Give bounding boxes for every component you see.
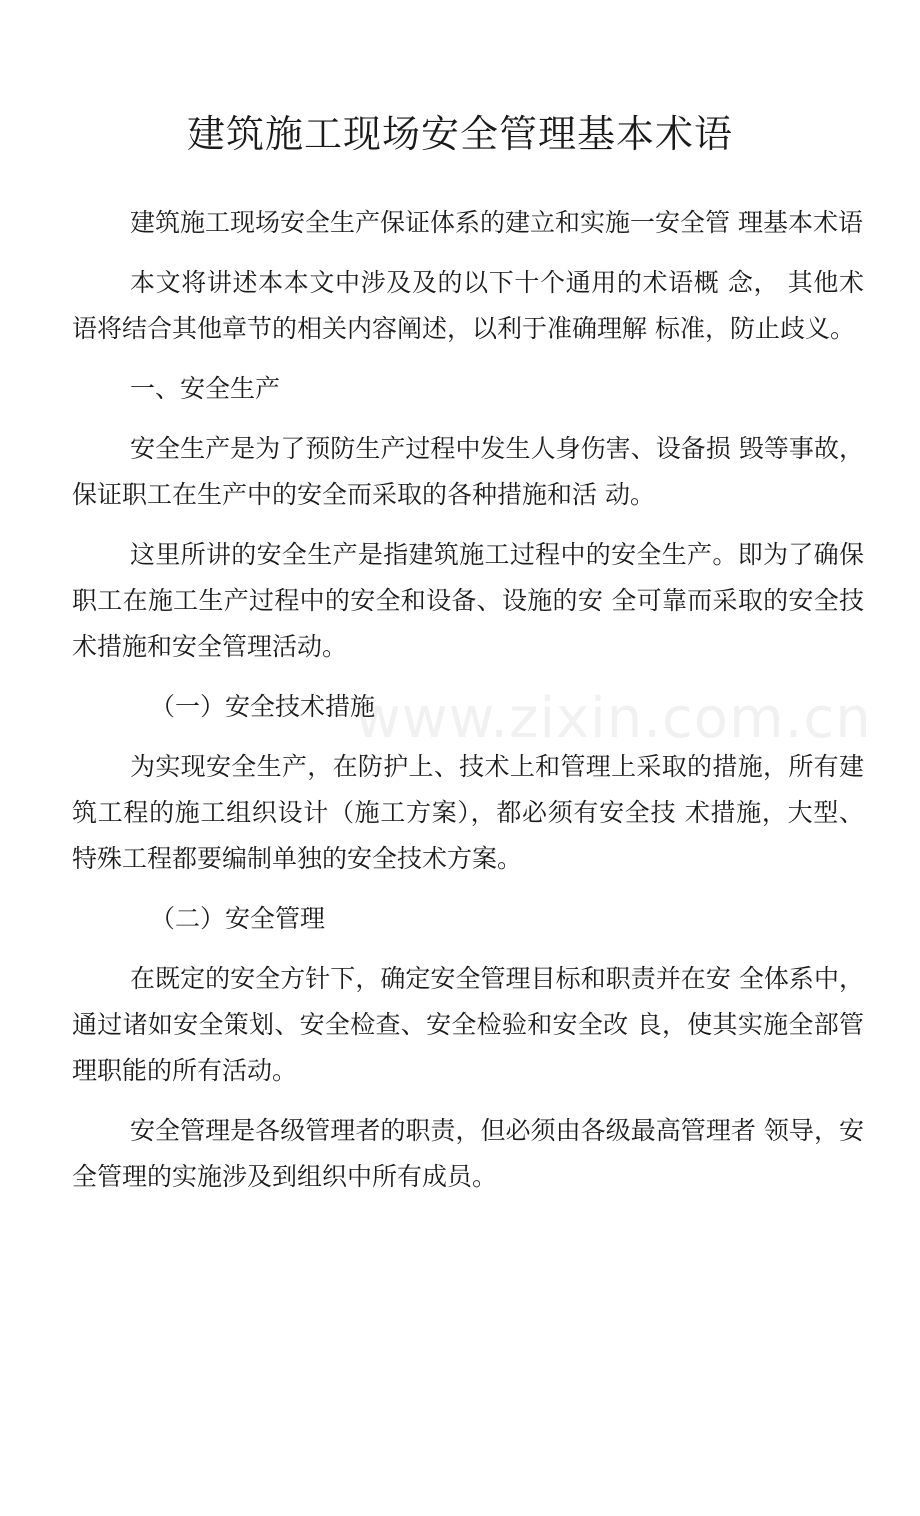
section-heading: 一、安全生产 xyxy=(130,374,281,403)
watermark: www.zixin.com.cn xyxy=(355,686,872,751)
paragraph: 这里所讲的安全生产是指建筑施工过程中的安全生产。即为了确保职工在施工生产过程中的安全和设备、设施的安 全可靠而采取的安全技术措施和安全管理活动。 xyxy=(72,540,864,661)
paragraph: 安全生产是为了预防生产过程中发生人身伤害、设备损 毁等事故，保证职工在生产中的安全而采取的各种措施和活 动。 xyxy=(72,434,864,509)
paragraph: 安全管理是各级管理者的职责，但必须由各级最高管理者 领导，安全管理的实施涉及到组织中所有成员。 xyxy=(72,1116,864,1191)
paragraph: 在既定的安全方针下，确定安全管理目标和职责并在安 全体系中，通过诸如安全策划、安全检查、安全检验和安全改 良，使其实施全部管理职能的所有活动。 xyxy=(72,964,864,1085)
document-title: 建筑施工现场安全管理基本术语 xyxy=(186,112,733,156)
document-body xyxy=(72,200,864,1214)
subsection-heading: （一）安全技术措施 xyxy=(150,692,376,721)
subsection-heading: （二）安全管理 xyxy=(150,904,326,933)
paragraph: 建筑施工现场安全生产保证体系的建立和实施一安全管 理基本术语 xyxy=(130,208,863,237)
paragraph: 本文将讲述本本文中涉及及的以下十个通用的术语概 念， 其他术语将结合其他章节的相关内容阐述，以利于准确理解 标准，防止歧义。 xyxy=(72,268,864,343)
paragraph: 为实现安全生产，在防护上、技术上和管理上采取的措施，所有建筑工程的施工组织设计（施工方案），都必须有安全技 术措施，大型、特殊工程都要编制单独的安全技术方案。 xyxy=(72,752,864,873)
